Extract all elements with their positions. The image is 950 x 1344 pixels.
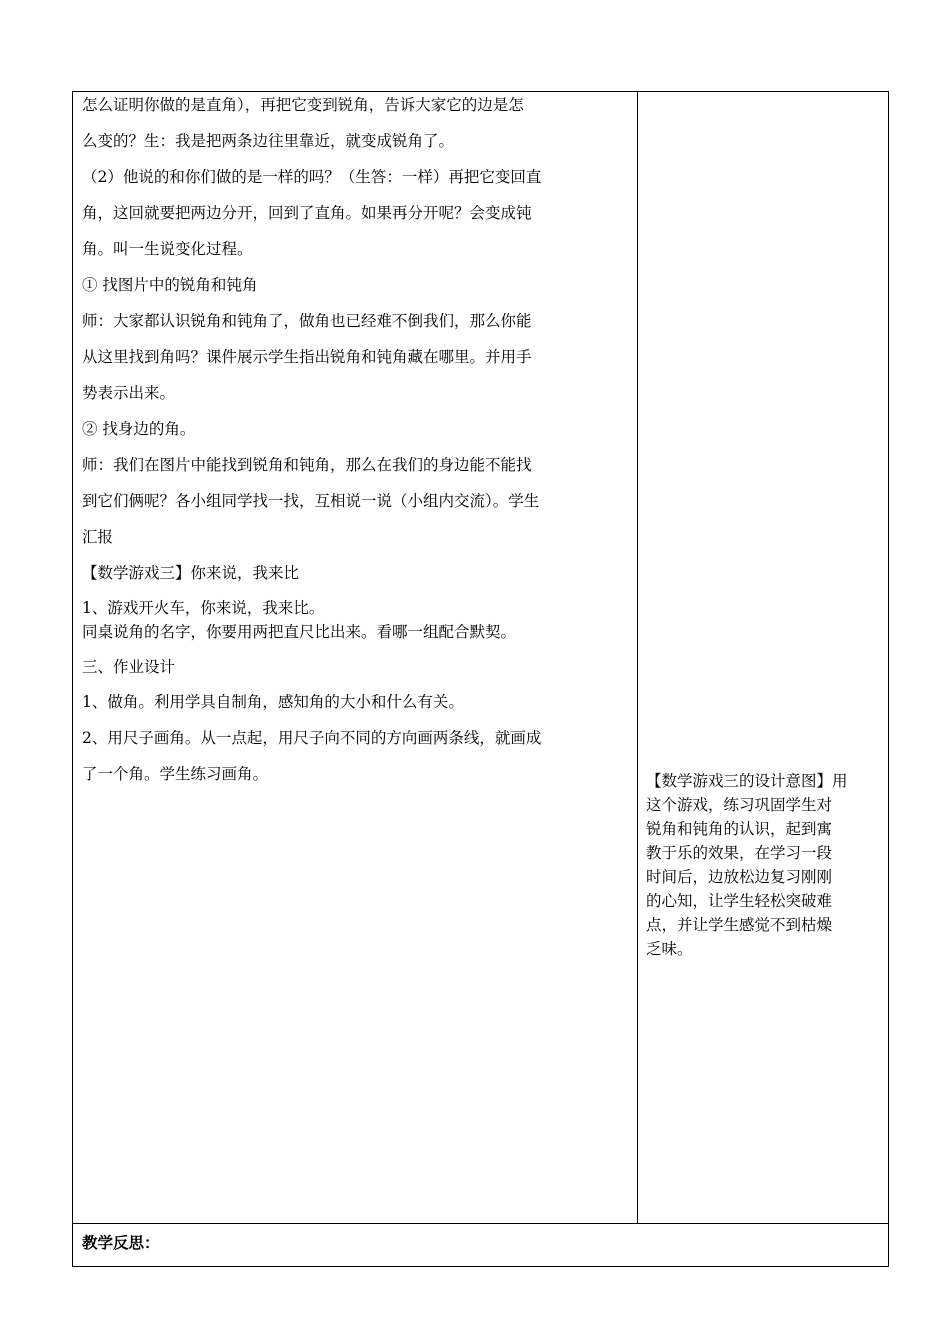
note-line: 的心知，让学生轻松突破难	[646, 892, 833, 910]
note-line: 时间后，边放松边复习刚刚	[646, 868, 833, 886]
text-line: 么变的？生：我是把两条边往里靠近，就变成锐角了。	[82, 132, 455, 150]
text-line: 2、用尺子画角。从一点起，用尺子向不同的方向画两条线，就画成	[82, 729, 542, 747]
text-line: 师：大家都认识锐角和钝角了，做角也已经难不倒我们，那么你能	[82, 312, 532, 330]
section-heading: 三、作业设计	[82, 658, 176, 676]
text-line: 角。叫一生说变化过程。	[82, 240, 253, 258]
text-line: 势表示出来。	[82, 384, 176, 402]
text-line: 了一个角。学生练习画角。	[82, 765, 269, 783]
text-line: 同桌说角的名字，你要用两把直尺比出来。看哪一组配合默契。	[82, 623, 517, 641]
text-line: 1、游戏开火车，你来说，我来比。	[82, 599, 325, 617]
design-intent-cell	[638, 92, 889, 1223]
text-line: 角，这回就要把两边分开，回到了直角。如果再分开呢？会变成钝	[82, 204, 532, 222]
text-line: 师：我们在图片中能找到锐角和钝角，那么在我们的身边能不能找	[82, 456, 532, 474]
text-line: 从这里找到角吗？课件展示学生指出锐角和钝角藏在哪里。并用手	[82, 348, 532, 366]
note-line: 这个游戏，练习巩固学生对	[646, 796, 833, 814]
note-line: 点，并让学生感觉不到枯燥	[646, 916, 833, 934]
text-line: 【数学游戏三】你来说，我来比	[82, 564, 300, 582]
note-line: 锐角和钝角的认识，起到寓	[646, 820, 833, 838]
note-line: 乏味。	[646, 940, 693, 958]
note-line: 教于乐的效果，在学习一段	[646, 844, 833, 862]
text-line: 1、做角。利用学具自制角，感知角的大小和什么有关。	[82, 693, 464, 711]
reflection-row	[73, 1223, 888, 1266]
text-line: 怎么证明你做的是直角），再把它变到锐角，告诉大家它的边是怎	[82, 96, 524, 114]
reflection-label: 教学反思：	[82, 1233, 160, 1252]
design-intent-note	[646, 769, 884, 961]
text-line: （2）他说的和你们做的是一样的吗？（生答：一样）再把它变回直	[82, 168, 542, 186]
text-line: 到它们俩呢？各小组同学找一找，互相说一说（小组内交流）。学生	[82, 492, 540, 510]
text-line: ② 找身边的角。	[82, 420, 196, 438]
text-line: 汇报	[82, 528, 114, 546]
text-line: ① 找图片中的锐角和钝角	[82, 276, 258, 294]
lesson-plan-table	[72, 91, 889, 1267]
teaching-process-cell	[73, 92, 638, 1223]
note-line: 【数学游戏三的设计意图】用	[646, 772, 848, 790]
